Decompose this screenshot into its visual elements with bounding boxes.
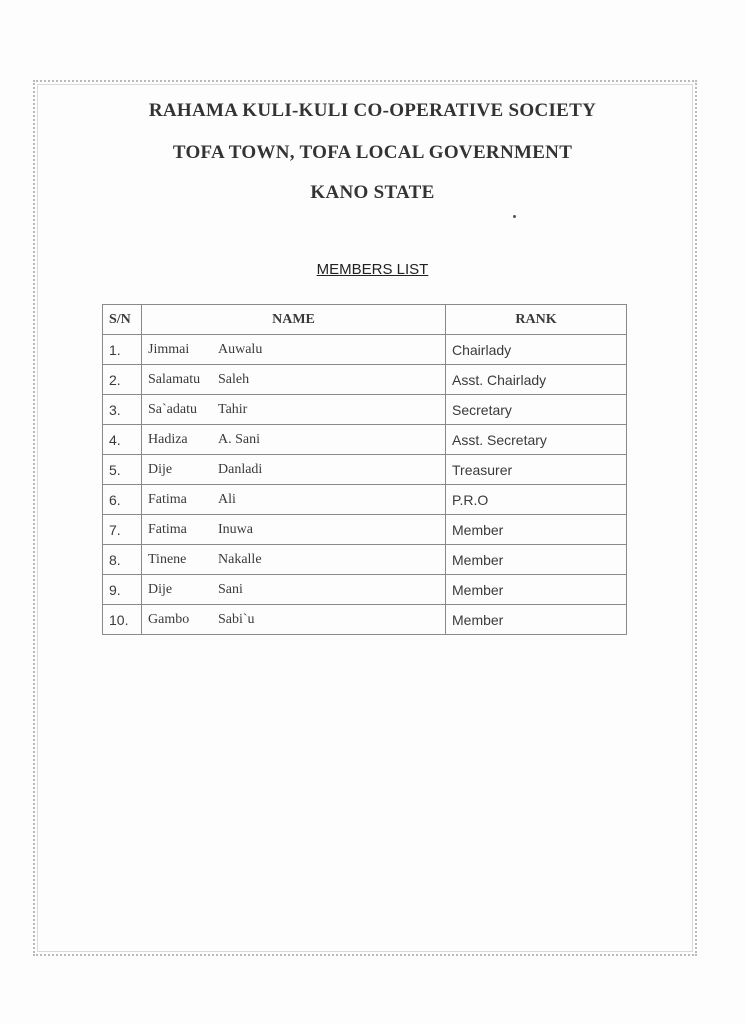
table-header-row bbox=[103, 305, 627, 335]
member-rank: Member bbox=[446, 545, 627, 575]
member-last-name: Danladi bbox=[218, 461, 263, 477]
member-last-name: Saleh bbox=[218, 371, 250, 387]
member-serial-number: 7. bbox=[103, 515, 142, 545]
member-rank: P.R.O bbox=[446, 485, 627, 515]
member-last-name: Nakalle bbox=[218, 551, 262, 567]
member-serial-number: 10. bbox=[103, 605, 142, 635]
member-name-cell bbox=[142, 455, 446, 485]
member-rank: Treasurer bbox=[446, 455, 627, 485]
member-name-cell bbox=[142, 575, 446, 605]
member-serial-number: 4. bbox=[103, 425, 142, 455]
table-row bbox=[103, 425, 627, 455]
table-row bbox=[103, 455, 627, 485]
table-row bbox=[103, 485, 627, 515]
member-name-cell bbox=[142, 485, 446, 515]
member-serial-number: 8. bbox=[103, 545, 142, 575]
member-last-name: Tahir bbox=[218, 401, 248, 417]
member-first-name: Jimmai bbox=[148, 341, 190, 357]
member-first-name: Fatima bbox=[148, 521, 187, 537]
member-serial-number: 3. bbox=[103, 395, 142, 425]
table-row bbox=[103, 545, 627, 575]
member-last-name: Inuwa bbox=[218, 521, 253, 537]
column-header-sn: S/N bbox=[103, 305, 142, 335]
table-row bbox=[103, 515, 627, 545]
member-rank: Member bbox=[446, 515, 627, 545]
member-rank: Asst. Secretary bbox=[446, 425, 627, 455]
member-first-name: Fatima bbox=[148, 491, 187, 507]
member-name-cell bbox=[142, 425, 446, 455]
society-name: RAHAMA KULI-KULI CO-OPERATIVE SOCIETY bbox=[148, 100, 597, 121]
member-rank: Member bbox=[446, 605, 627, 635]
member-name-cell bbox=[142, 545, 446, 575]
member-name-cell bbox=[142, 365, 446, 395]
member-first-name: Gambo bbox=[148, 611, 190, 627]
member-first-name: Dije bbox=[148, 461, 173, 477]
member-rank: Chairlady bbox=[446, 335, 627, 365]
society-location: TOFA TOWN, TOFA LOCAL GOVERNMENT bbox=[172, 142, 573, 163]
member-name-cell bbox=[142, 515, 446, 545]
column-header-rank: RANK bbox=[446, 305, 627, 335]
member-name-cell bbox=[142, 395, 446, 425]
member-serial-number: 2. bbox=[103, 365, 142, 395]
member-rank: Member bbox=[446, 575, 627, 605]
member-first-name: Sa`adatu bbox=[148, 401, 197, 417]
table-row bbox=[103, 365, 627, 395]
member-last-name: A. Sani bbox=[218, 431, 260, 447]
members-table bbox=[102, 304, 627, 635]
member-first-name: Hadiza bbox=[148, 431, 188, 447]
member-name-cell bbox=[142, 605, 446, 635]
table-row bbox=[103, 335, 627, 365]
members-list-title: MEMBERS LIST bbox=[316, 261, 429, 278]
member-last-name: Auwalu bbox=[218, 341, 263, 357]
member-serial-number: 1. bbox=[103, 335, 142, 365]
member-rank: Asst. Chairlady bbox=[446, 365, 627, 395]
table-row bbox=[103, 395, 627, 425]
table-row bbox=[103, 605, 627, 635]
member-serial-number: 6. bbox=[103, 485, 142, 515]
table-row bbox=[103, 575, 627, 605]
member-last-name: Ali bbox=[218, 491, 236, 507]
member-first-name: Tinene bbox=[148, 551, 187, 567]
scan-speck bbox=[513, 215, 516, 218]
society-state: KANO STATE bbox=[310, 182, 435, 203]
member-last-name: Sani bbox=[218, 581, 243, 597]
member-name-cell bbox=[142, 335, 446, 365]
member-first-name: Salamatu bbox=[148, 371, 201, 387]
member-last-name: Sabi`u bbox=[218, 611, 255, 627]
member-serial-number: 9. bbox=[103, 575, 142, 605]
member-rank: Secretary bbox=[446, 395, 627, 425]
member-first-name: Dije bbox=[148, 581, 173, 597]
column-header-name: NAME bbox=[142, 305, 446, 335]
member-serial-number: 5. bbox=[103, 455, 142, 485]
